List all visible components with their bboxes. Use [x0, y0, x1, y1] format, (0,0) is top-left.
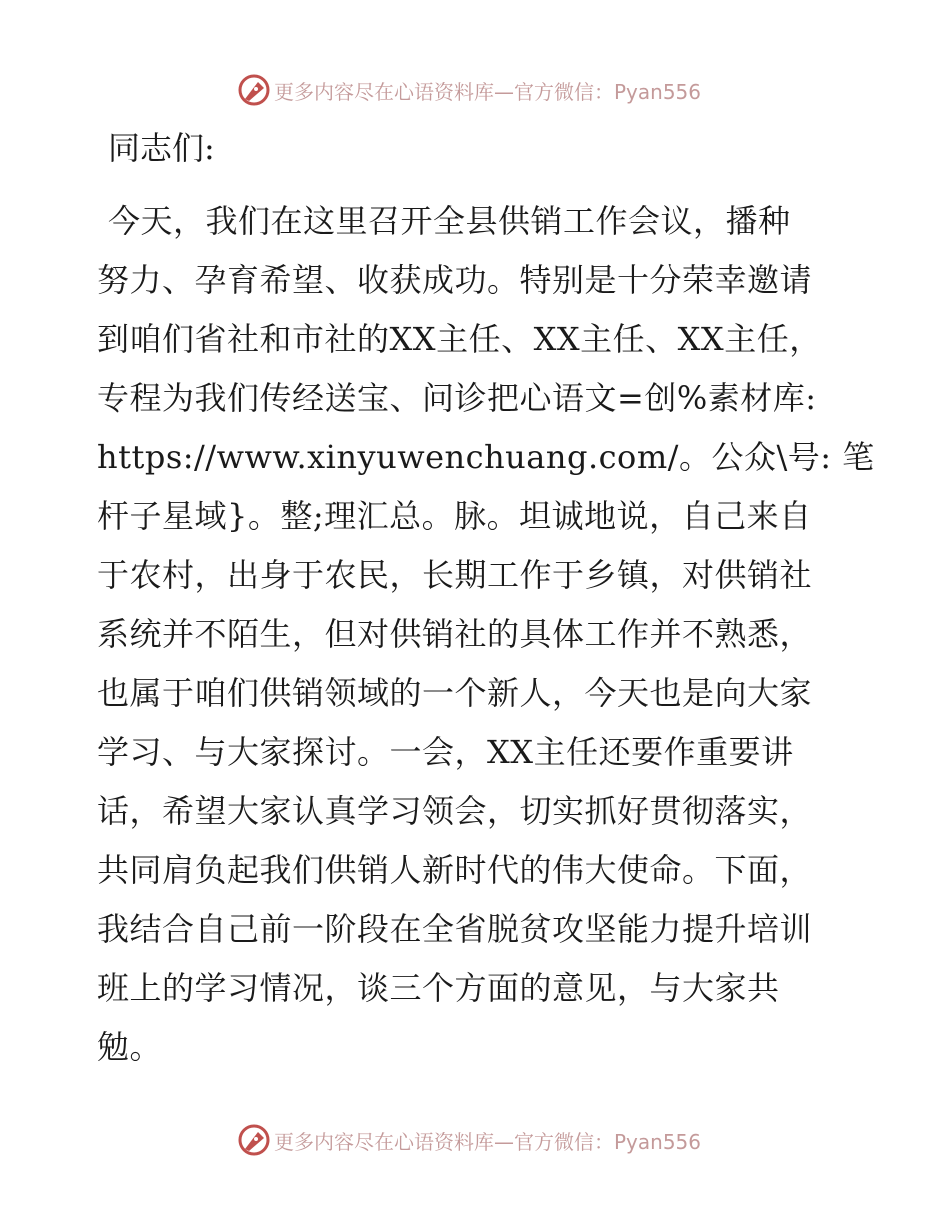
paragraph-line: https://www.xinyuwenchuang.com/。公众\号: 笔 [97, 438, 875, 476]
paragraph-line: 今天，我们在这里召开全县供销工作会议，播种 [108, 202, 791, 240]
footer-watermark-text: 更多内容尽在心语资料库—官方微信：Pyan556 [274, 1129, 702, 1154]
greeting: 同志们: [108, 129, 215, 167]
pen-nib-logo-icon [236, 72, 272, 108]
paragraph-line: 共同肩负起我们供销人新时代的伟大使命。下面， [97, 851, 813, 889]
paragraph-line: 于农村，出身于农民，长期工作于乡镇，对供销社 [97, 556, 813, 594]
paragraph-line: 到咱们省社和市社的XX主任、XX主任、XX主任， [97, 320, 822, 358]
body-paragraph [97, 192, 875, 1077]
paragraph-line: 学习、与大家探讨。一会，XX主任还要作重要讲 [97, 733, 794, 771]
paragraph-line: 系统并不陌生，但对供销社的具体工作并不熟悉， [97, 615, 813, 653]
paragraph-line: 杆子星域}。整;理汇总。脉。坦诚地说，自己来自 [97, 497, 812, 535]
header-watermark [236, 70, 701, 110]
paragraph-line: 我结合自己前一阶段在全省脱贫攻坚能力提升培训 [97, 910, 813, 948]
paragraph-line: 勉。 [97, 1028, 163, 1066]
paragraph-line: 也属于咱们供销领域的一个新人，今天也是向大家 [97, 674, 813, 712]
paragraph-line: 努力、孕育希望、收获成功。特别是十分荣幸邀请 [97, 261, 813, 299]
header-watermark-text: 更多内容尽在心语资料库—官方微信：Pyan556 [274, 79, 702, 104]
paragraph-line: 专程为我们传经送宝、问诊把心语文=创%素材库: [97, 379, 817, 417]
pen-nib-logo-icon [236, 1122, 272, 1158]
footer-watermark [236, 1120, 701, 1160]
paragraph-line: 班上的学习情况，谈三个方面的意见，与大家共 [97, 969, 780, 1007]
paragraph-line: 话，希望大家认真学习领会，切实抓好贯彻落实， [97, 792, 813, 830]
